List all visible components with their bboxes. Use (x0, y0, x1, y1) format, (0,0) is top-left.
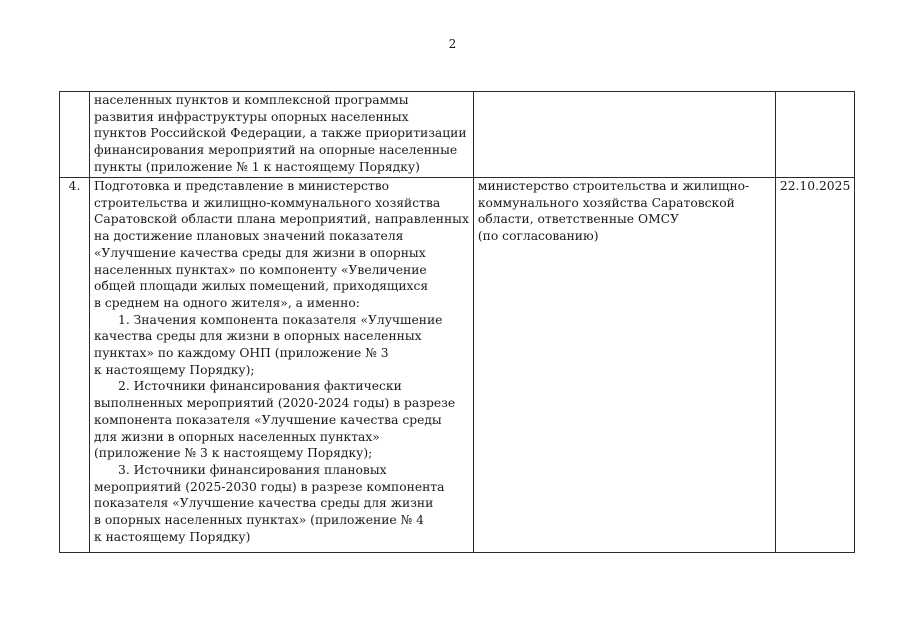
description-line: развития инфраструктуры опорных населенных (94, 109, 409, 124)
responsible-line: (по согласованию) (477, 229, 599, 244)
description-line: «Улучшение качества среды для жизни в опорных (94, 245, 426, 260)
item-1-line: пунктах» по каждому ОНП (приложение № 3 (94, 346, 389, 361)
responsible-cell (473, 92, 775, 178)
description-line: строительства и жилищно-коммунального хозяйства (94, 195, 441, 210)
description-line: пунктов Российской Федерации, а также приоритизации (94, 126, 467, 141)
item-2-line: компонента показателя «Улучшение качества среды (94, 412, 442, 427)
responsible-line: министерство строительства и жилищно- (477, 179, 750, 193)
row-number-cell (60, 92, 90, 178)
description-line: Саратовской области плана мероприятий, направленных (94, 212, 469, 227)
item-3-line: мероприятий (2025-2030 годы) в разрезе компонента (94, 479, 445, 494)
description-line: в среднем на одного жителя», а именно: (94, 295, 360, 310)
plan-table (59, 91, 855, 553)
item-2-line: (приложение № 3 к настоящему Порядку); (94, 446, 373, 461)
description-line: финансирования мероприятий на опорные населенные (94, 143, 458, 158)
date-cell (775, 92, 854, 178)
description-line: общей площади жилых помещений, приходящихся (94, 279, 429, 294)
item-1-line: к настоящему Порядку); (94, 362, 255, 377)
item-3-line: к настоящему Порядку) (94, 529, 251, 544)
table-row-continuation (60, 92, 855, 178)
item-3-line: показателя «Улучшение качества среды для жизни (94, 496, 434, 511)
item-2-line: выполненных мероприятий (2020-2024 годы) в разрезе (94, 396, 456, 411)
date-cell: 22.10.2025 (775, 178, 854, 553)
description-cell (90, 178, 474, 553)
responsible-line: коммунального хозяйства Саратовской (477, 195, 735, 210)
description-line: населенных пунктах» по компоненту «Увеличение (94, 262, 427, 277)
table-row-4 (60, 178, 855, 553)
item-1-line: качества среды для жизни в опорных населенных (94, 329, 422, 344)
row-number-cell: 4. (60, 178, 90, 553)
description-line: пункты (приложение № 1 к настоящему Порядку) (94, 159, 420, 174)
description-line: населенных пунктов и комплексной программы (94, 93, 409, 107)
description-cell (90, 92, 474, 178)
description-line: Подготовка и представление в министерство (94, 179, 390, 193)
responsible-cell (473, 178, 775, 553)
item-1-line: 1. Значения компонента показателя «Улучшение (118, 312, 443, 327)
page-number: 2 (448, 37, 457, 51)
item-2-line: для жизни в опорных населенных пунктах» (94, 429, 380, 444)
responsible-line: области, ответственные ОМСУ (477, 212, 679, 227)
item-3-line: 3. Источники финансирования плановых (118, 462, 387, 477)
item-3-line: в опорных населенных пунктах» (приложение № 4 (94, 513, 424, 528)
description-line: на достижение плановых значений показателя (94, 229, 404, 244)
item-2-line: 2. Источники финансирования фактически (118, 379, 402, 394)
